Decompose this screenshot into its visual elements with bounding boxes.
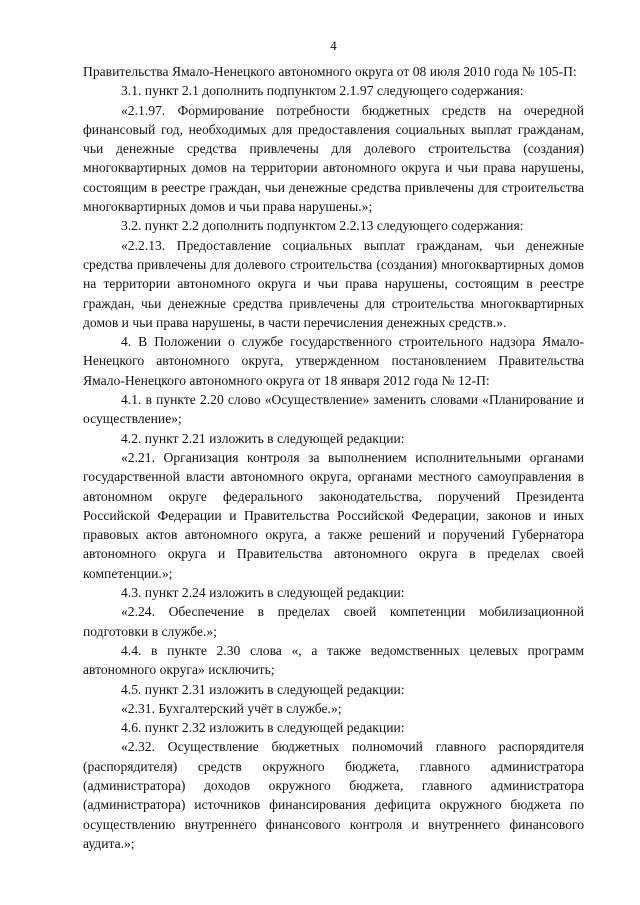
- paragraph-2-32: «2.32. Осуществление бюджетных полномочий главного распорядителя (распорядителя) средств окружного бюджета, главного администратора (администратора) доходов окружного бюджета, главного администратора (администратора) источников финансирования дефицита окружного бюджета по осуществлению внутреннего финансового контроля и внутреннего финансового аудита.»;: [83, 739, 584, 851]
- paragraph-3-1: 3.1. пункт 2.1 дополнить подпунктом 2.1.97 следующего содержания:: [121, 83, 524, 99]
- paragraph-4-2: 4.2. пункт 2.21 изложить в следующей редакции:: [121, 430, 405, 446]
- paragraph-4: 4. В Положении о службе государственного строительного надзора Ямало-Ненецкого автономного округа, утвержденном постановлением Правительства Ямало-Ненецкого автономного округа от 18 января 2012 года № 12-П:: [83, 334, 584, 388]
- page-number: 4: [330, 38, 337, 53]
- paragraph-3-2: 3.2. пункт 2.2 дополнить подпунктом 2.2.13 следующего содержания:: [121, 218, 524, 234]
- paragraph-2-21: «2.21. Организация контроля за выполнением исполнительными органами государственной власти автономного округа, органами местного самоуправления в автономном округе федерального законодательства, поручений Президента Российской Федерации и Правительства Российской Федерации, законов и иных правовых актов автономного округа, а также решений и поручений Губернатора автономного округа и Правительства автономного округа в пределах своей компетенции.»;: [83, 449, 584, 581]
- paragraph-4-3: 4.3. пункт 2.24 изложить в следующей редакции:: [121, 585, 405, 601]
- paragraph-2-31: «2.31. Бухгалтерский учёт в службе.»;: [121, 700, 342, 716]
- paragraph-2-24: «2.24. Обеспечение в пределах своей компетенции мобилизационной подготовки в службе.»;: [83, 604, 584, 639]
- paragraph-4-4: 4.4. в пункте 2.30 слова «, а также ведомственных целевых программ автономного округа» исключить;: [83, 642, 584, 678]
- paragraph-continuation: Правительства Ямало-Ненецкого автономного округа от 08 июля 2010 года № 105-П:: [83, 64, 577, 79]
- paragraph-2-2-13: «2.2.13. Предоставление социальных выплат гражданам, чьи денежные средства привлечены для долевого строительства (создания) многоквартирных домов на территории автономного округа и чьи права нарушены, состоящим в реестре граждан, чьи денежные средства привлечены для строительства многоквартирных домов и чьи права нарушены, в части перечисления денежных средств.».: [83, 237, 584, 330]
- paragraph-2-1-97: «2.1.97. Формирование потребности бюджетных средств на очередной финансовый год, необходимых для предоставления социальных выплат гражданам, чьи денежные средства привлечены для долевого строительства (создания) многоквартирных домов на территории автономного округа и чьи права нарушены, состоящим в реестре граждан, чьи денежные средства привлечены для строительства многоквартирных домов и чьи права нарушены.»;: [83, 102, 584, 215]
- paragraph-4-6: 4.6. пункт 2.32 изложить в следующей редакции:: [121, 720, 405, 736]
- paragraph-4-1: 4.1. в пункте 2.20 слово «Осуществление» заменить словами «Планирование и осуществление»;: [83, 392, 584, 427]
- paragraph-4-5: 4.5. пункт 2.31 изложить в следующей редакции:: [121, 681, 405, 697]
- document-body: [83, 62, 584, 853]
